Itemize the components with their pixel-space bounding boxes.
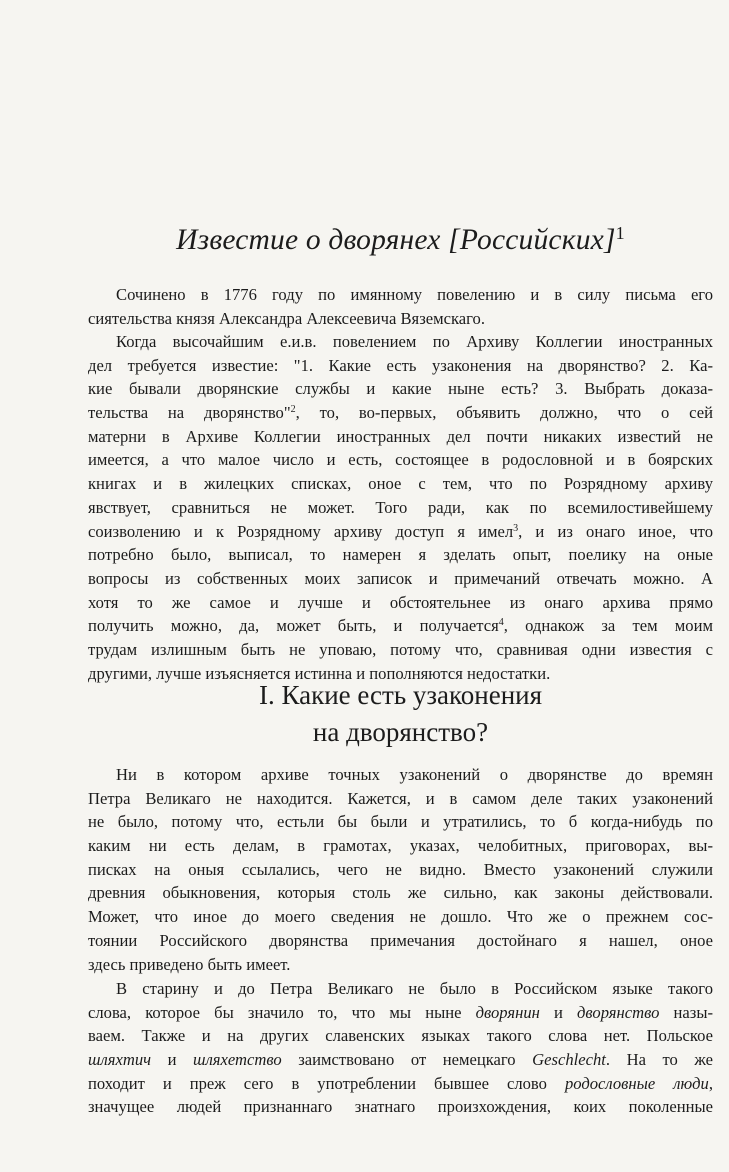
text-line: Сочинено в 1776 году по имянному повелению и в силу письма его [116,285,713,304]
text-line: ваем. Также и на других славенских языках такого слова нет. Польское [88,1026,713,1046]
text-line: Петра Великаго не находится. Кажется, и в самом деле таких узаконений [88,788,713,808]
text-line: слова, которое бы значило то, что мы ныне дворянин и дворянство назы- [88,1002,713,1022]
intro-paragraph [88,283,713,330]
text-line: Когда высочайшим е.и.в. повелением по Архиву Коллегии иностранных [116,332,713,351]
footnote-ref-4: 4 [498,617,504,629]
text-line: каким ни есть делам, в грамотах, указах, челобитных, приговорах, вы- [88,836,713,856]
paragraph-1 [88,330,713,685]
text-line: кие бывали дворянские службы и какие ныне есть? 3. Выбрать доказа- [88,379,713,399]
text-line: явствует, сравниться не может. Того ради, как по всемилостивейшему [88,497,713,517]
text-line: Может, что иное до моего сведения не дошло. Что же о прежнем сос- [88,907,713,927]
text-line: не было, потому что, естьли бы были и утратились, то б когда-нибудь по [88,812,713,832]
footnote-ref-2: 2 [290,404,296,416]
text-line: другими, лучше изъясняется истинна и пополняются недостатки. [88,663,551,683]
text-line: хотя то же самое и лучше и обстоятельнее из онаго архива прямо [88,592,713,612]
text-line: сиятельства князя Александра Алексеевича Вяземскаго. [88,308,485,328]
text-line: трудам излишным быть не уповаю, потому что, сравнивая одни известия с [88,639,713,659]
text-line: книгах и в жилецких списках, оное с тем, что по Розрядному архиву [88,474,713,494]
text-line: шляхтич и шляхетство заимствовано от немецкаго Geschlecht. На то же [88,1050,713,1070]
text-line: древния обыкновения, которыя столь же сильно, как законы действовали. [88,883,713,903]
footnote-ref-1: 1 [615,223,625,243]
text-line: дел требуется известие: "1. Какие есть узаконения на дворянство? 2. Ка- [88,355,713,375]
text-line: имеется, а что малое число и есть, состоящее в родословной и в боярских [88,450,713,470]
paragraph-2 [88,763,713,976]
text-line: соизволению и к Розрядному архиву доступ я имел$^3$, и из онаго иное, что [88,521,714,541]
page-title: Известие о дворянех [Российских]$^1$ [176,223,625,256]
text-line: потребно было, выписал, то намерен я зделать опыт, поелику на оные [88,545,713,565]
section-heading-line: на дворянство? [312,717,489,747]
footnote-ref-3: 3 [513,522,519,534]
text-line: писках на оныя ссылались, чего не видно. Вместо узаконений служили [88,859,713,879]
text-line: Ни в котором архиве точных узаконений о дворянстве до времян [116,765,713,784]
text-line: здесь приведено быть имеет. [88,954,291,974]
text-line: тельства на дворянство"$^2$, то, во-первых, объявить должно, что о сей [88,403,713,423]
section-heading [88,677,713,751]
text-line: В старину и до Петра Великаго не было в Российском языке такого [116,979,713,998]
text-line: значущее людей признаннаго знатнаго произхождения, коих поколенные [88,1097,713,1117]
text-line: походит и преж сего в употреблении бывшее слово родословные люди, [88,1073,713,1093]
text-line: тоянии Российского дворянства примечания достойнаго я нашел, оное [88,930,713,950]
text-line: получить можно, да, может быть, и получается$^4$, однакож за тем моим [88,616,713,636]
text-line: матерни в Архиве Коллегии иностранных дел почти никаких известий не [88,426,713,446]
paragraph-3 [88,977,713,1119]
text-line: вопросы из собственных моих записок и примечаний отвечать можно. А [88,568,713,588]
section-heading-line: I. Какие есть узаконения [258,680,543,710]
